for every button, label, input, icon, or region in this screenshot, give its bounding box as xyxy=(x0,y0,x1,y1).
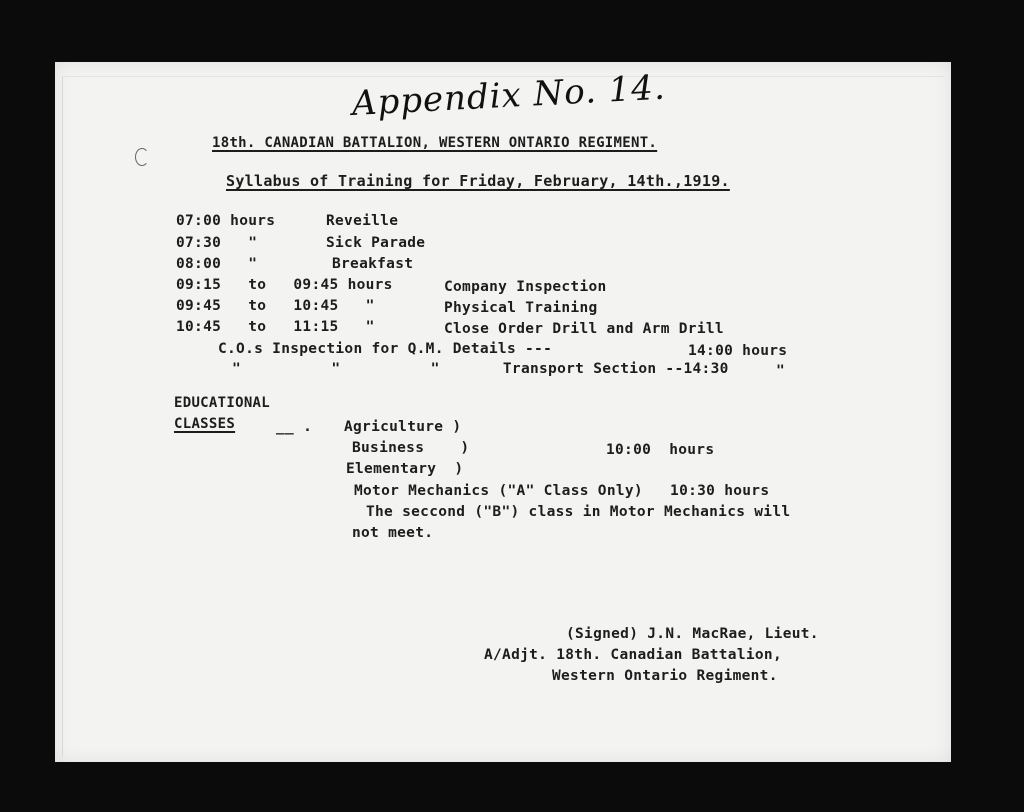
signature-line-2: A/Adjt. 18th. Canadian Battalion, xyxy=(484,647,782,663)
schedule-time-3: 08:00 " xyxy=(176,256,258,272)
schedule-time-4: 09:15 to 09:45 hours xyxy=(176,277,393,293)
transport-section-ditto: " xyxy=(776,363,786,379)
classes-heading: CLASSES xyxy=(174,416,236,432)
schedule-time-6: 10:45 to 11:15 " xyxy=(176,319,375,335)
note-line-2: not meet. xyxy=(352,525,434,541)
subject-elementary: Elementary ) xyxy=(346,461,464,477)
subjects-time: 10:00 hours xyxy=(606,442,715,458)
heading-dash: __ . xyxy=(276,419,313,435)
note-line-1: The seccond ("B") class in Motor Mechanics will xyxy=(366,504,791,520)
schedule-time-2: 07:30 " xyxy=(176,235,258,251)
schedule-time-5: 09:45 to 10:45 " xyxy=(176,298,375,314)
unit-heading: 18th. CANADIAN BATTALION, WESTERN ONTARIO REGIMENT. xyxy=(212,135,658,151)
subject-business: Business ) xyxy=(352,440,470,456)
educational-heading: EDUCATIONAL xyxy=(174,395,271,411)
schedule-activity-5: Physical Training xyxy=(444,300,598,316)
syllabus-heading: Syllabus of Training for Friday, February, 14th.,1919. xyxy=(226,172,730,190)
motor-mechanics-line: Motor Mechanics ("A" Class Only) 10:30 hours xyxy=(354,483,770,499)
co-inspection-time: 14:00 hours xyxy=(688,343,788,359)
transport-section-line: " " " Transport Section --14:30 xyxy=(232,361,729,377)
signature-line-1: (Signed) J.N. MacRae, Lieut. xyxy=(566,626,819,642)
subject-agriculture: Agriculture ) xyxy=(344,419,462,435)
co-inspection-line: C.O.s Inspection for Q.M. Details --- xyxy=(218,341,553,357)
handwritten-title: Appendix No. 14. xyxy=(350,67,667,124)
punch-hole-mark xyxy=(135,148,149,166)
schedule-activity-1: Reveille xyxy=(326,213,399,229)
signature-line-3: Western Ontario Regiment. xyxy=(552,668,778,684)
schedule-activity-4: Company Inspection xyxy=(444,279,607,295)
schedule-activity-2: Sick Parade xyxy=(326,235,426,251)
schedule-activity-6: Close Order Drill and Arm Drill xyxy=(444,321,724,337)
schedule-time-1: 07:00 hours xyxy=(176,213,276,229)
schedule-activity-3: Breakfast xyxy=(332,256,414,272)
